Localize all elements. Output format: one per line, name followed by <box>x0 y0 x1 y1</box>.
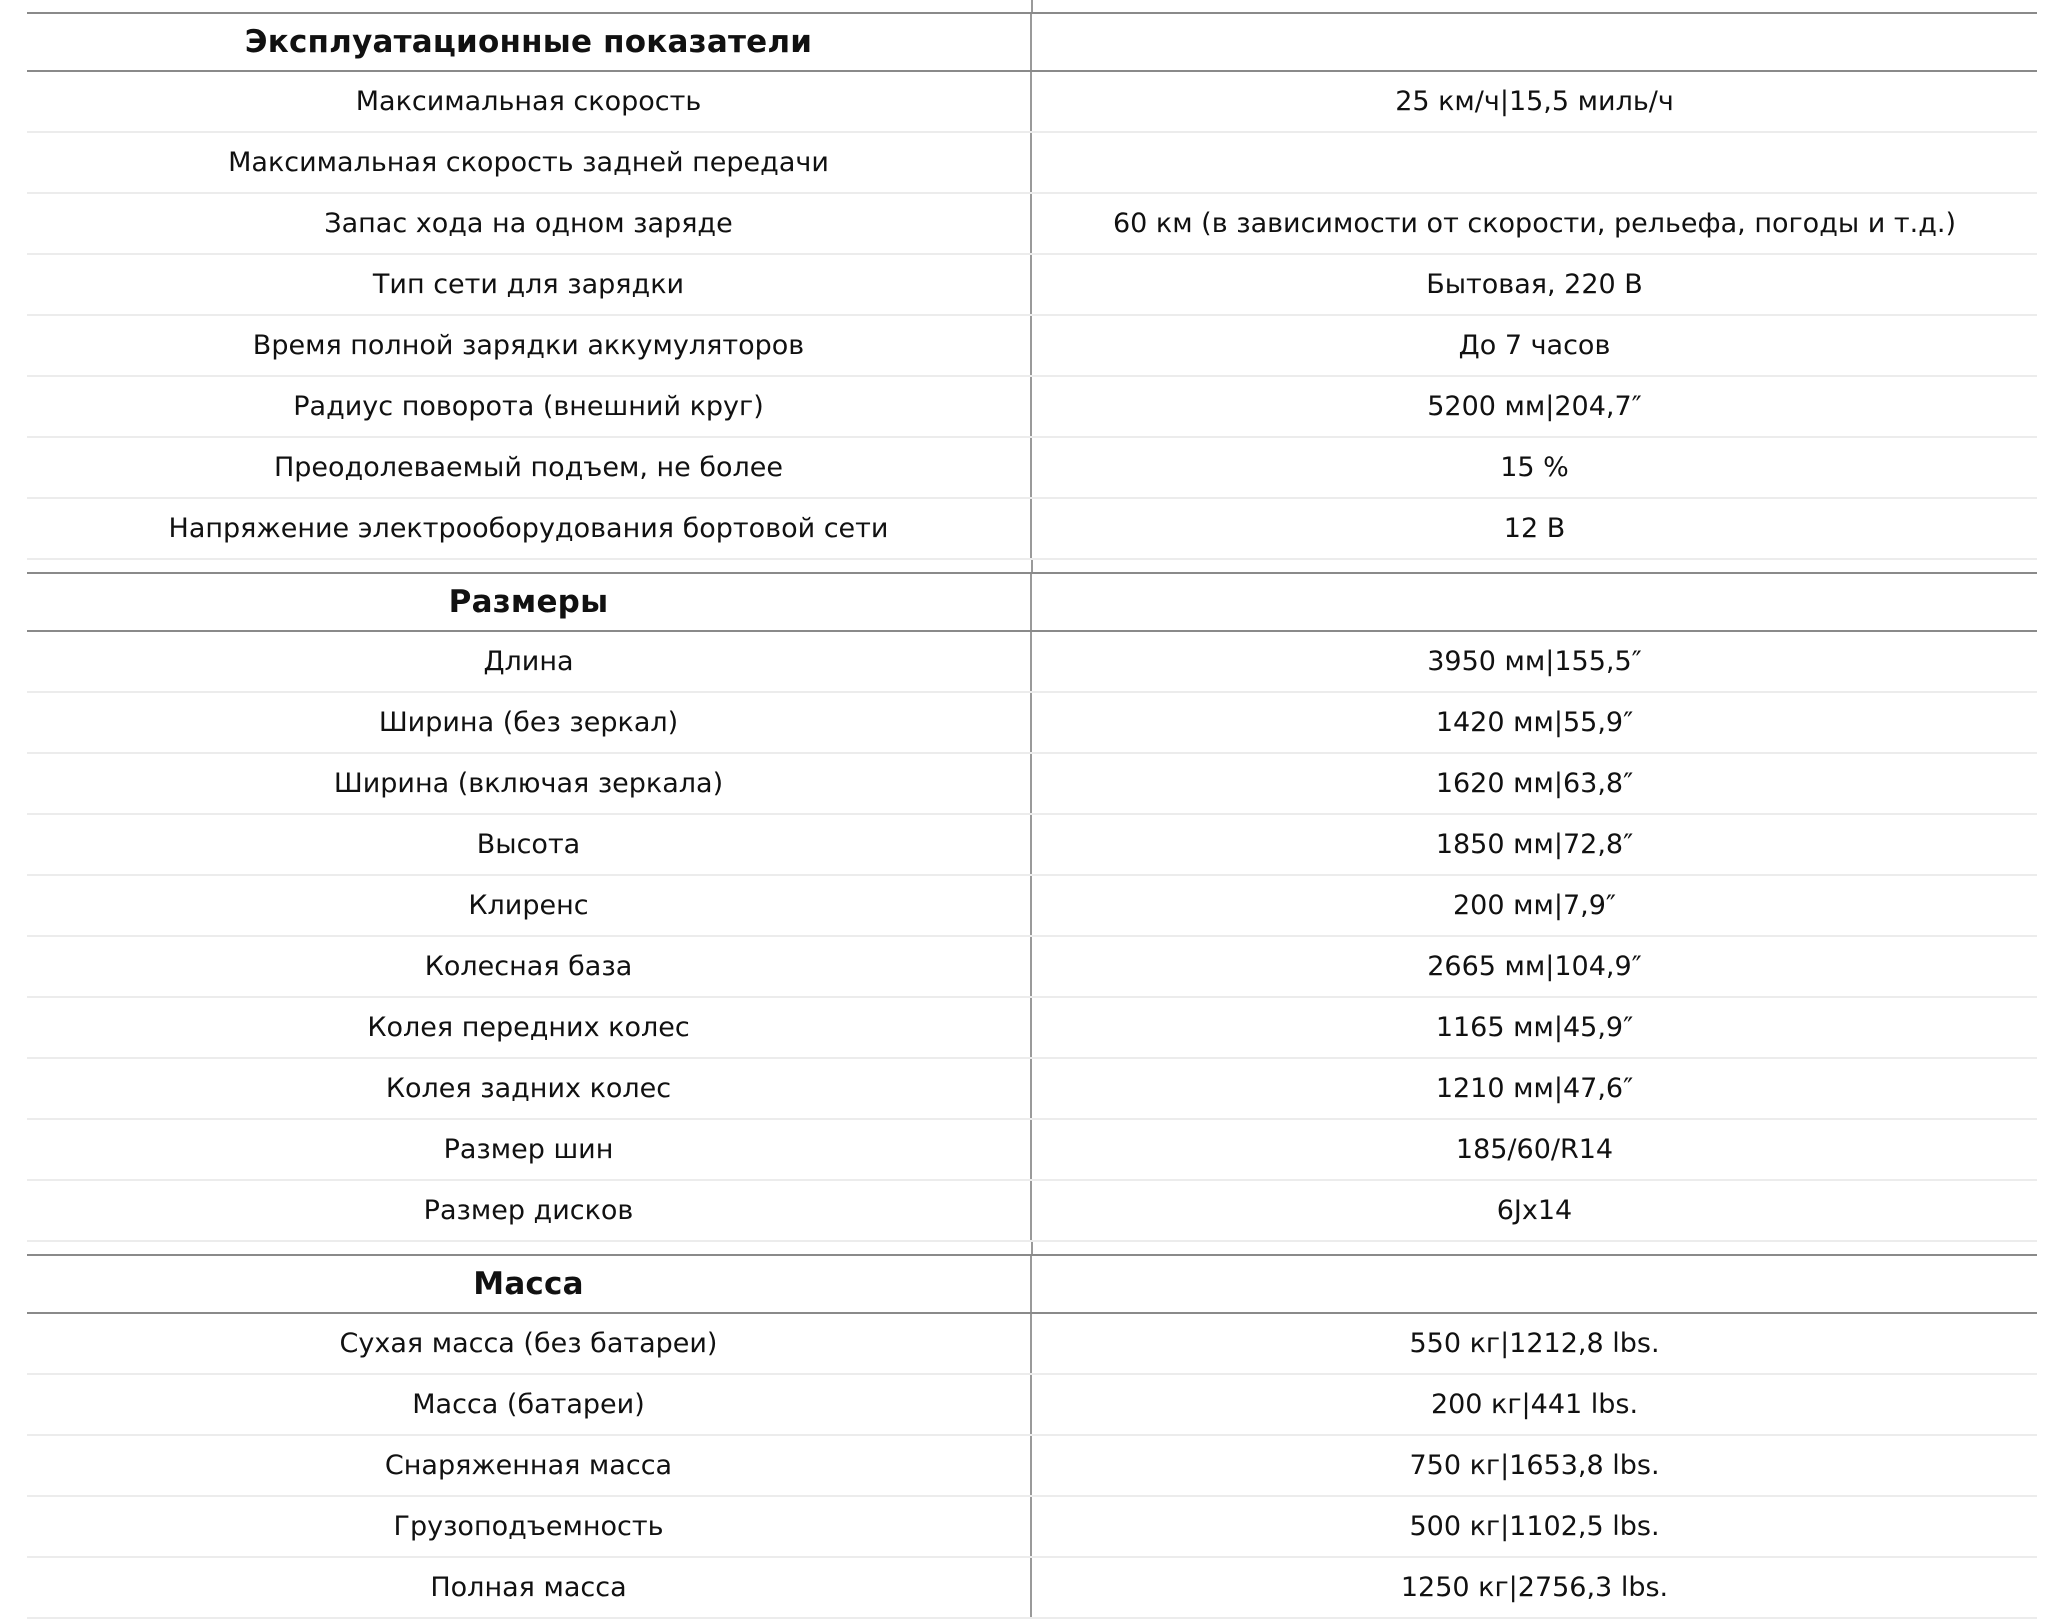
spec-label: Клиренс <box>27 876 1032 935</box>
spec-value: 550 кг|1212,8 lbs. <box>1409 1328 1660 1359</box>
table-row <box>27 1558 2037 1619</box>
spec-section <box>27 1254 2037 1619</box>
table-row <box>27 1375 2037 1436</box>
table-row <box>27 1120 2037 1181</box>
table-row <box>27 998 2037 1059</box>
spec-label: Полная масса <box>27 1558 1032 1617</box>
spec-value: 1165 мм|45,9″ <box>1435 1012 1634 1043</box>
spec-value: Бытовая, 220 В <box>1426 269 1643 300</box>
section-divider <box>27 1242 2037 1254</box>
table-row <box>27 499 2037 560</box>
table-row <box>27 632 2037 693</box>
section-header-empty-cell <box>1032 14 2037 70</box>
section-header <box>27 1256 2037 1314</box>
spec-value: 1210 мм|47,6″ <box>1435 1073 1634 1104</box>
table-row <box>27 1497 2037 1558</box>
spec-value: 1620 мм|63,8″ <box>1435 768 1634 799</box>
spec-value: 1420 мм|55,9″ <box>1435 707 1634 738</box>
table-row <box>27 1181 2037 1242</box>
table-row <box>27 72 2037 133</box>
spec-value: 3950 мм|155,5″ <box>1427 646 1642 677</box>
section-title: Размеры <box>27 574 1032 630</box>
spec-value: 2665 мм|104,9″ <box>1427 951 1642 982</box>
spec-label: Запас хода на одном заряде <box>27 194 1032 253</box>
spec-value <box>1032 133 2037 192</box>
spec-value: 500 кг|1102,5 lbs. <box>1409 1511 1660 1542</box>
table-row <box>27 133 2037 194</box>
spec-table <box>27 0 2037 1619</box>
spec-value: 12 В <box>1503 513 1566 544</box>
section-title: Эксплуатационные показатели <box>27 14 1032 70</box>
spec-label: Тип сети для зарядки <box>27 255 1032 314</box>
spec-label: Колея передних колес <box>27 998 1032 1057</box>
table-row <box>27 1314 2037 1375</box>
spec-value: 60 км (в зависимости от скорости, рельефа, погоды и т.д.) <box>1112 208 1956 239</box>
spec-value: 200 мм|7,9″ <box>1453 890 1616 921</box>
spec-value: 1850 мм|72,8″ <box>1435 829 1634 860</box>
spec-label: Размер дисков <box>27 1181 1032 1240</box>
spec-value: 15 % <box>1500 452 1569 483</box>
spec-label: Максимальная скорость задней передачи <box>27 133 1032 192</box>
table-row <box>27 377 2037 438</box>
table-row <box>27 876 2037 937</box>
spec-label: Максимальная скорость <box>27 72 1032 131</box>
spec-value: До 7 часов <box>1458 330 1611 361</box>
spec-label: Длина <box>27 632 1032 691</box>
spec-label: Ширина (без зеркал) <box>27 693 1032 752</box>
spec-value: 1250 кг|2756,3 lbs. <box>1400 1572 1669 1603</box>
spec-label: Колея задних колес <box>27 1059 1032 1118</box>
spec-label: Снаряженная масса <box>27 1436 1032 1495</box>
spec-label: Напряжение электрооборудования бортовой сети <box>27 499 1032 558</box>
table-row <box>27 937 2037 998</box>
table-top-divider <box>27 0 2037 12</box>
spec-value: 185/60/R14 <box>1455 1134 1614 1165</box>
spec-label: Размер шин <box>27 1120 1032 1179</box>
section-header-empty-cell <box>1032 1256 2037 1312</box>
spec-value: 5200 мм|204,7″ <box>1427 391 1642 422</box>
section-header-empty-cell <box>1032 574 2037 630</box>
table-row <box>27 438 2037 499</box>
table-row <box>27 754 2037 815</box>
spec-value: 750 кг|1653,8 lbs. <box>1409 1450 1660 1481</box>
spec-label: Время полной зарядки аккумуляторов <box>27 316 1032 375</box>
section-header <box>27 574 2037 632</box>
table-row <box>27 194 2037 255</box>
spec-label: Колесная база <box>27 937 1032 996</box>
spec-label: Радиус поворота (внешний круг) <box>27 377 1032 436</box>
section-title: Масса <box>27 1256 1032 1312</box>
spec-value: 6Jx14 <box>1496 1195 1573 1226</box>
sections-container <box>27 12 2037 1619</box>
table-row <box>27 255 2037 316</box>
section-divider <box>27 560 2037 572</box>
spec-label: Ширина (включая зеркала) <box>27 754 1032 813</box>
table-row <box>27 815 2037 876</box>
spec-label: Высота <box>27 815 1032 874</box>
spec-label: Преодолеваемый подъем, не более <box>27 438 1032 497</box>
table-row <box>27 693 2037 754</box>
spec-value: 25 км/ч|15,5 миль/ч <box>1395 86 1674 117</box>
section-header <box>27 14 2037 72</box>
spec-section <box>27 12 2037 572</box>
table-row <box>27 316 2037 377</box>
table-row <box>27 1059 2037 1120</box>
spec-label: Грузоподъемность <box>27 1497 1032 1556</box>
table-row <box>27 1436 2037 1497</box>
spec-label: Масса (батареи) <box>27 1375 1032 1434</box>
spec-label: Сухая масса (без батареи) <box>27 1314 1032 1373</box>
spec-section <box>27 572 2037 1254</box>
spec-value: 200 кг|441 lbs. <box>1430 1389 1639 1420</box>
